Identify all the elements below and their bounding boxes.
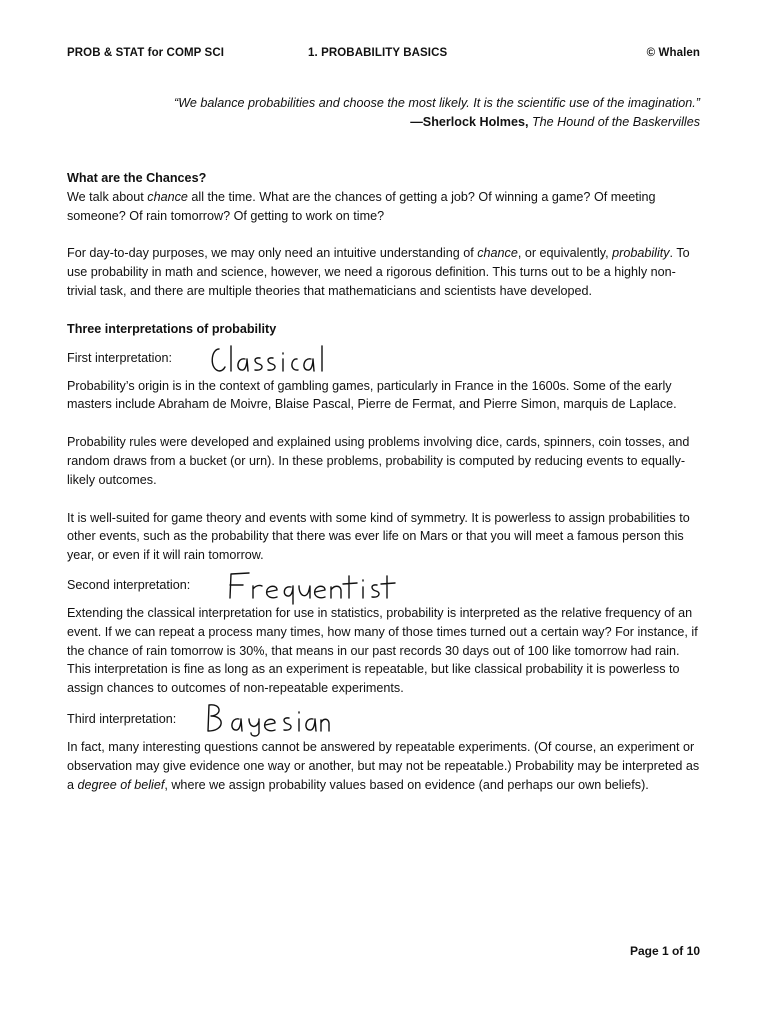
footer-page-total: 10 [686, 944, 700, 958]
quote-source: The Hound of the Baskervilles [531, 115, 700, 129]
handwritten-classical [207, 343, 327, 377]
section-heading-interpretations: Three interpretations of probability [67, 321, 277, 336]
document-page [67, 0, 700, 1024]
first-interpretation-row [67, 339, 700, 377]
emphasis-chance: chance [147, 189, 188, 204]
emphasis-chance: chance [477, 246, 518, 261]
second-interpretation-row [67, 565, 700, 604]
emphasis-probability: probability [612, 246, 670, 261]
footer-page-number: 1 [661, 944, 669, 958]
text-run: all the time. What are the chances of getting a job? Of winning a game? Of meeting someone? Of rain tomorrow? Of getting to work on time? [67, 189, 656, 223]
text-run: In fact, many interesting questions cannot be answered by repeatable experiments. (Of course, an experiment or observation may give evidence one way or another, but may not be repeatable.) Probability may be interpreted as a [67, 739, 700, 792]
paragraph-classical-origin: Probability’s origin is in the context of gambling games, particularly in France in the 1600s. Some of the early masters include Abraham de Moivre, Blaise Pascal, Pierre de Fermat, and Pierre Simon, marquis de Laplace. [67, 378, 677, 412]
paragraph-classical-rules: Probability rules were developed and explained using problems involving dice, cards, spinners, coin tosses, and random draws from a bucket (or urn). In these problems, probability is computed by reducing events to equally-likely outcomes. [67, 435, 690, 487]
quote-attribution-line [174, 113, 700, 132]
header-copyright: © Whalen [646, 47, 700, 59]
page-footer [630, 944, 700, 958]
paragraph-classical-limits: It is well-suited for game theory and events with some kind of symmetry. It is powerless to assign probabilities to other events, such as the probability that there was ever life on Mars or that you will meet a famous person this year, or even if it will rain tomorrow. [67, 510, 690, 563]
header-chapter-title: 1. PROBABILITY BASICS [308, 47, 448, 59]
first-interpretation-label: First interpretation: [67, 350, 172, 365]
header-course-title: PROB & STAT for COMP SCI [67, 47, 225, 59]
document-body [67, 169, 700, 794]
second-interpretation-label: Second interpretation: [67, 578, 191, 593]
paragraph-bayesian [67, 738, 700, 794]
paragraph-chance-intro [67, 188, 700, 226]
section-heading-chances: What are the Chances? [67, 171, 207, 185]
epigraph-quote [174, 94, 700, 132]
quote-attribution: —Sherlock Holmes, [410, 115, 532, 129]
footer-page-word: Page [629, 944, 662, 958]
text-run: We talk about [67, 189, 148, 204]
page-header [67, 47, 700, 63]
handwritten-bayesian [205, 701, 331, 737]
third-interpretation-label: Third interpretation: [67, 712, 177, 727]
handwritten-frequentist [227, 570, 399, 606]
third-interpretation-row [67, 698, 700, 738]
text-run: , or equivalently, [517, 246, 613, 261]
paragraph-rigorous-definition [67, 244, 700, 300]
text-run: , where we assign probability values based on evidence (and perhaps our own beliefs). [164, 777, 649, 792]
footer-of-word: of [668, 944, 687, 958]
text-run: . To use probability in math and science, however, we need a rigorous definition. This turns out to be a highly non-trivial task, and there are multiple theories that mathematicians and scientists have developed. [67, 246, 690, 298]
text-run: For day-to-day purposes, we may only need an intuitive understanding of [67, 246, 478, 261]
emphasis-degree-of-belief: degree of belief [77, 777, 165, 792]
quote-text: “We balance probabilities and choose the most likely. It is the scientific use of the imagination.” [174, 96, 700, 110]
paragraph-frequentist: Extending the classical interpretation for use in statistics, probability is interpreted as the relative frequency of an event. If we can repeat a process many times, how many of those times turned out a certain way? For instance, if the chance of rain tomorrow is 30%, that means in our past records 30 days out of 100 like tomorrow had rain. This interpretation is fine as long as an experiment is repeatable, but like classical probability it is powerless to assign chances to outcomes of non-repeatable experiments. [67, 605, 698, 696]
